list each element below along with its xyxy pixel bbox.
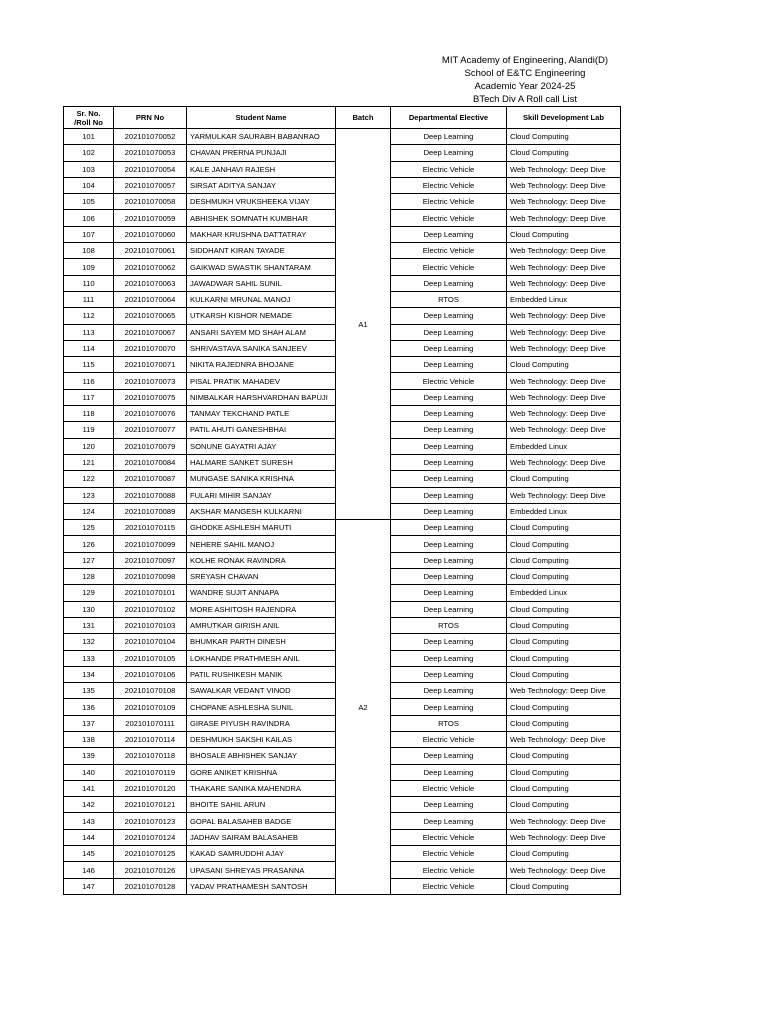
prn-cell: 202101070057	[114, 177, 187, 193]
skill-lab-cell: Cloud Computing	[507, 634, 621, 650]
prn-cell: 202101070114	[114, 731, 187, 747]
prn-cell: 202101070075	[114, 389, 187, 405]
prn-cell: 202101070067	[114, 324, 187, 340]
skill-lab-cell: Web Technology: Deep Dive	[507, 243, 621, 259]
prn-cell: 202101070061	[114, 243, 187, 259]
prn-cell: 202101070062	[114, 259, 187, 275]
roll-no-cell: 111	[64, 291, 114, 307]
student-name-cell: FULARI MIHIR SANJAY	[187, 487, 336, 503]
roll-no-cell: 113	[64, 324, 114, 340]
skill-lab-cell: Cloud Computing	[507, 536, 621, 552]
elective-cell: Deep Learning	[391, 764, 507, 780]
skill-lab-cell: Web Technology: Deep Dive	[507, 829, 621, 845]
prn-cell: 202101070102	[114, 601, 187, 617]
academic-year: Academic Year 2024-25	[474, 81, 576, 92]
roll-no-cell: 133	[64, 650, 114, 666]
roll-no-cell: 145	[64, 846, 114, 862]
skill-lab-cell: Cloud Computing	[507, 617, 621, 633]
roll-no-cell: 131	[64, 617, 114, 633]
skill-lab-cell: Embedded Linux	[507, 585, 621, 601]
col-header-roll-no: Sr. No. /Roll No	[64, 107, 114, 129]
skill-lab-cell: Cloud Computing	[507, 878, 621, 894]
prn-cell: 202101070077	[114, 422, 187, 438]
prn-cell: 202101070076	[114, 406, 187, 422]
roll-no-cell: 138	[64, 731, 114, 747]
elective-cell: Deep Learning	[391, 813, 507, 829]
student-name-cell: PATIL RUSHIKESH MANIK	[187, 666, 336, 682]
elective-cell: Deep Learning	[391, 552, 507, 568]
prn-cell: 202101070073	[114, 373, 187, 389]
elective-cell: Deep Learning	[391, 145, 507, 161]
elective-cell: Deep Learning	[391, 634, 507, 650]
roll-no-cell: 120	[64, 438, 114, 454]
skill-lab-cell: Web Technology: Deep Dive	[507, 259, 621, 275]
elective-cell: Deep Learning	[391, 438, 507, 454]
prn-cell: 202101070063	[114, 275, 187, 291]
table-body	[64, 129, 621, 895]
elective-cell: RTOS	[391, 715, 507, 731]
prn-cell: 202101070071	[114, 357, 187, 373]
elective-cell: RTOS	[391, 617, 507, 633]
prn-cell: 202101070059	[114, 210, 187, 226]
student-name-cell: MUNGASE SANIKA KRISHNA	[187, 471, 336, 487]
roll-no-cell: 122	[64, 471, 114, 487]
skill-lab-cell: Web Technology: Deep Dive	[507, 308, 621, 324]
student-name-cell: SONUNE GAYATRI AJAY	[187, 438, 336, 454]
student-name-cell: LOKHANDE PRATHMESH ANIL	[187, 650, 336, 666]
elective-cell: Deep Learning	[391, 389, 507, 405]
skill-lab-cell: Cloud Computing	[507, 780, 621, 796]
elective-cell: Deep Learning	[391, 406, 507, 422]
col-header-skill-lab: Skill Development Lab	[507, 107, 621, 129]
skill-lab-cell: Web Technology: Deep Dive	[507, 194, 621, 210]
table-row	[64, 129, 621, 145]
col-header-student-name: Student Name	[187, 107, 336, 129]
prn-cell: 202101070084	[114, 454, 187, 470]
student-name-cell: KULKARNI MRUNAL MANOJ	[187, 291, 336, 307]
student-name-cell: KOLHE RONAK RAVINDRA	[187, 552, 336, 568]
roll-no-cell: 102	[64, 145, 114, 161]
student-name-cell: MORE ASHITOSH RAJENDRA	[187, 601, 336, 617]
student-name-cell: UTKARSH KISHOR NEMADE	[187, 308, 336, 324]
roll-no-cell: 109	[64, 259, 114, 275]
elective-cell: Deep Learning	[391, 308, 507, 324]
skill-lab-cell: Cloud Computing	[507, 569, 621, 585]
roll-no-cell: 135	[64, 683, 114, 699]
elective-cell: Deep Learning	[391, 503, 507, 519]
prn-cell: 202101070089	[114, 503, 187, 519]
prn-cell: 202101070099	[114, 536, 187, 552]
skill-lab-cell: Cloud Computing	[507, 846, 621, 862]
skill-lab-cell: Cloud Computing	[507, 601, 621, 617]
roll-no-cell: 107	[64, 226, 114, 242]
roll-no-cell: 104	[64, 177, 114, 193]
prn-cell: 202101070125	[114, 846, 187, 862]
skill-lab-cell: Web Technology: Deep Dive	[507, 683, 621, 699]
roll-no-cell: 144	[64, 829, 114, 845]
elective-cell: Deep Learning	[391, 585, 507, 601]
prn-cell: 202101070087	[114, 471, 187, 487]
prn-cell: 202101070106	[114, 666, 187, 682]
skill-lab-cell: Cloud Computing	[507, 748, 621, 764]
student-name-cell: DESHMUKH SAKSHI KAILAS	[187, 731, 336, 747]
prn-cell: 202101070053	[114, 145, 187, 161]
prn-cell: 202101070101	[114, 585, 187, 601]
roll-no-cell: 124	[64, 503, 114, 519]
col-header-batch: Batch	[336, 107, 391, 129]
roll-no-cell: 117	[64, 389, 114, 405]
roll-no-cell: 123	[64, 487, 114, 503]
elective-cell: Deep Learning	[391, 324, 507, 340]
roll-no-cell: 139	[64, 748, 114, 764]
skill-lab-cell: Web Technology: Deep Dive	[507, 454, 621, 470]
col-header-elective: Departmental Elective	[391, 107, 507, 129]
skill-lab-cell: Cloud Computing	[507, 699, 621, 715]
student-name-cell: TANMAY TEKCHAND PATLE	[187, 406, 336, 422]
elective-cell: Electric Vehicle	[391, 780, 507, 796]
skill-lab-cell: Cloud Computing	[507, 471, 621, 487]
skill-lab-cell: Embedded Linux	[507, 438, 621, 454]
table-row	[64, 520, 621, 536]
skill-lab-cell: Cloud Computing	[507, 666, 621, 682]
roll-no-cell: 146	[64, 862, 114, 878]
student-name-cell: SIDDHANT KIRAN TAYADE	[187, 243, 336, 259]
roll-no-cell: 141	[64, 780, 114, 796]
prn-cell: 202101070060	[114, 226, 187, 242]
student-name-cell: THAKARE SANIKA MAHENDRA	[187, 780, 336, 796]
student-name-cell: NIMBALKAR HARSHVARDHAN BAPUJI	[187, 389, 336, 405]
student-name-cell: CHAVAN PRERNA PUNJAJI	[187, 145, 336, 161]
roll-no-cell: 142	[64, 797, 114, 813]
prn-cell: 202101070079	[114, 438, 187, 454]
roll-no-cell: 140	[64, 764, 114, 780]
roll-no-cell: 103	[64, 161, 114, 177]
roll-no-cell: 108	[64, 243, 114, 259]
prn-cell: 202101070121	[114, 797, 187, 813]
elective-cell: Deep Learning	[391, 357, 507, 373]
prn-cell: 202101070097	[114, 552, 187, 568]
student-name-cell: NIKITA RAJEDNRA BHOJANE	[187, 357, 336, 373]
elective-cell: Deep Learning	[391, 520, 507, 536]
student-name-cell: NEHERE SAHIL MANOJ	[187, 536, 336, 552]
prn-cell: 202101070052	[114, 129, 187, 145]
skill-lab-cell: Web Technology: Deep Dive	[507, 731, 621, 747]
elective-cell: Deep Learning	[391, 471, 507, 487]
prn-cell: 202101070118	[114, 748, 187, 764]
elective-cell: Deep Learning	[391, 748, 507, 764]
elective-cell: RTOS	[391, 291, 507, 307]
prn-cell: 202101070105	[114, 650, 187, 666]
skill-lab-cell: Web Technology: Deep Dive	[507, 813, 621, 829]
roll-no-cell: 132	[64, 634, 114, 650]
skill-lab-cell: Web Technology: Deep Dive	[507, 275, 621, 291]
student-name-cell: SREYASH CHAVAN	[187, 569, 336, 585]
roll-no-cell: 105	[64, 194, 114, 210]
student-name-cell: KAKAD SAMRUDDHI AJAY	[187, 846, 336, 862]
skill-lab-cell: Web Technology: Deep Dive	[507, 177, 621, 193]
roll-no-cell: 119	[64, 422, 114, 438]
roll-no-cell: 125	[64, 520, 114, 536]
roll-no-cell: 110	[64, 275, 114, 291]
header-row	[64, 107, 621, 129]
prn-cell: 202101070058	[114, 194, 187, 210]
prn-cell: 202101070098	[114, 569, 187, 585]
skill-lab-cell: Web Technology: Deep Dive	[507, 487, 621, 503]
elective-cell: Electric Vehicle	[391, 243, 507, 259]
student-name-cell: CHOPANE ASHLESHA SUNIL	[187, 699, 336, 715]
skill-lab-cell: Web Technology: Deep Dive	[507, 373, 621, 389]
skill-lab-cell: Cloud Computing	[507, 226, 621, 242]
student-name-cell: BHOITE SAHIL ARUN	[187, 797, 336, 813]
batch-cell: A2	[336, 520, 391, 895]
elective-cell: Electric Vehicle	[391, 846, 507, 862]
elective-cell: Deep Learning	[391, 666, 507, 682]
student-name-cell: GHODKE ASHLESH MARUTI	[187, 520, 336, 536]
prn-cell: 202101070054	[114, 161, 187, 177]
skill-lab-cell: Embedded Linux	[507, 291, 621, 307]
elective-cell: Deep Learning	[391, 226, 507, 242]
elective-cell: Electric Vehicle	[391, 161, 507, 177]
student-name-cell: YARMULKAR SAURABH BABANRAO	[187, 129, 336, 145]
student-name-cell: SAWALKAR VEDANT VINOD	[187, 683, 336, 699]
elective-cell: Deep Learning	[391, 797, 507, 813]
roll-no-cell: 147	[64, 878, 114, 894]
prn-cell: 202101070128	[114, 878, 187, 894]
elective-cell: Deep Learning	[391, 129, 507, 145]
elective-cell: Electric Vehicle	[391, 829, 507, 845]
elective-cell: Electric Vehicle	[391, 862, 507, 878]
prn-cell: 202101070104	[114, 634, 187, 650]
skill-lab-cell: Embedded Linux	[507, 503, 621, 519]
elective-cell: Deep Learning	[391, 454, 507, 470]
skill-lab-cell: Cloud Computing	[507, 552, 621, 568]
roll-no-cell: 114	[64, 340, 114, 356]
skill-lab-cell: Cloud Computing	[507, 129, 621, 145]
student-name-cell: HALMARE SANKET SURESH	[187, 454, 336, 470]
student-name-cell: BHUMKAR PARTH DINESH	[187, 634, 336, 650]
prn-cell: 202101070119	[114, 764, 187, 780]
elective-cell: Deep Learning	[391, 650, 507, 666]
roll-no-cell: 101	[64, 129, 114, 145]
elective-cell: Electric Vehicle	[391, 878, 507, 894]
elective-cell: Deep Learning	[391, 683, 507, 699]
prn-cell: 202101070120	[114, 780, 187, 796]
roll-no-cell: 137	[64, 715, 114, 731]
roll-no-cell: 126	[64, 536, 114, 552]
elective-cell: Deep Learning	[391, 569, 507, 585]
prn-cell: 202101070108	[114, 683, 187, 699]
skill-lab-cell: Cloud Computing	[507, 650, 621, 666]
student-name-cell: BHOSALE ABHISHEK SANJAY	[187, 748, 336, 764]
elective-cell: Deep Learning	[391, 487, 507, 503]
institute-name: MIT Academy of Engineering, Alandi(D)	[441, 55, 609, 66]
elective-cell: Deep Learning	[391, 340, 507, 356]
student-name-cell: JADHAV SAIRAM BALASAHEB	[187, 829, 336, 845]
roll-no-cell: 116	[64, 373, 114, 389]
student-name-cell: SIRSAT ADITYA SANJAY	[187, 177, 336, 193]
student-name-cell: GORE ANIKET KRISHNA	[187, 764, 336, 780]
student-name-cell: GIRASE PIYUSH RAVINDRA	[187, 715, 336, 731]
roll-no-cell: 134	[64, 666, 114, 682]
elective-cell: Electric Vehicle	[391, 259, 507, 275]
skill-lab-cell: Web Technology: Deep Dive	[507, 862, 621, 878]
prn-cell: 202101070111	[114, 715, 187, 731]
elective-cell: Deep Learning	[391, 699, 507, 715]
student-name-cell: YADAV PRATHAMESH SANTOSH	[187, 878, 336, 894]
prn-cell: 202101070124	[114, 829, 187, 845]
skill-lab-cell: Web Technology: Deep Dive	[507, 422, 621, 438]
roll-no-cell: 112	[64, 308, 114, 324]
table-header	[64, 107, 621, 129]
skill-lab-cell: Cloud Computing	[507, 357, 621, 373]
elective-cell: Electric Vehicle	[391, 731, 507, 747]
prn-cell: 202101070064	[114, 291, 187, 307]
student-name-cell: ANSARI SAYEM MD SHAH ALAM	[187, 324, 336, 340]
skill-lab-cell: Cloud Computing	[507, 715, 621, 731]
list-title: BTech Div A Roll call List	[472, 94, 577, 105]
elective-cell: Deep Learning	[391, 275, 507, 291]
roll-no-cell: 118	[64, 406, 114, 422]
student-name-cell: GAIKWAD SWASTIK SHANTARAM	[187, 259, 336, 275]
skill-lab-cell: Web Technology: Deep Dive	[507, 210, 621, 226]
elective-cell: Electric Vehicle	[391, 194, 507, 210]
skill-lab-cell: Web Technology: Deep Dive	[507, 389, 621, 405]
roll-no-cell: 106	[64, 210, 114, 226]
roll-no-cell: 136	[64, 699, 114, 715]
prn-cell: 202101070088	[114, 487, 187, 503]
student-name-cell: UPASANI SHREYAS PRASANNA	[187, 862, 336, 878]
student-name-cell: ABHISHEK SOMNATH KUMBHAR	[187, 210, 336, 226]
student-name-cell: PISAL PRATIK MAHADEV	[187, 373, 336, 389]
prn-cell: 202101070065	[114, 308, 187, 324]
roll-no-cell: 129	[64, 585, 114, 601]
skill-lab-cell: Web Technology: Deep Dive	[507, 406, 621, 422]
student-name-cell: MAKHAR KRUSHNA DATTATRAY	[187, 226, 336, 242]
student-name-cell: DESHMUKH VRUKSHEEKA VIJAY	[187, 194, 336, 210]
student-name-cell: AKSHAR MANGESH KULKARNI	[187, 503, 336, 519]
school-name: School of E&TC Engineering	[464, 68, 586, 79]
student-name-cell: WANDRE SUJIT ANNAPA	[187, 585, 336, 601]
student-name-cell: PATIL AHUTI GANESHBHAI	[187, 422, 336, 438]
skill-lab-cell: Cloud Computing	[507, 145, 621, 161]
document-header	[400, 54, 650, 106]
roll-no-cell: 130	[64, 601, 114, 617]
prn-cell: 202101070109	[114, 699, 187, 715]
skill-lab-cell: Web Technology: Deep Dive	[507, 161, 621, 177]
skill-lab-cell: Cloud Computing	[507, 764, 621, 780]
batch-cell: A1	[336, 129, 391, 520]
student-name-cell: GOPAL BALASAHEB BADGE	[187, 813, 336, 829]
prn-cell: 202101070103	[114, 617, 187, 633]
student-name-cell: SHRIVASTAVA SANIKA SANJEEV	[187, 340, 336, 356]
student-name-cell: KALE JANHAVI RAJESH	[187, 161, 336, 177]
student-name-cell: AMRUTKAR GIRISH ANIL	[187, 617, 336, 633]
elective-cell: Deep Learning	[391, 601, 507, 617]
elective-cell: Electric Vehicle	[391, 210, 507, 226]
prn-cell: 202101070070	[114, 340, 187, 356]
elective-cell: Electric Vehicle	[391, 373, 507, 389]
roll-no-cell: 128	[64, 569, 114, 585]
col-header-prn: PRN No	[114, 107, 187, 129]
skill-lab-cell: Cloud Computing	[507, 797, 621, 813]
prn-cell: 202101070126	[114, 862, 187, 878]
skill-lab-cell: Web Technology: Deep Dive	[507, 324, 621, 340]
prn-cell: 202101070115	[114, 520, 187, 536]
prn-cell: 202101070123	[114, 813, 187, 829]
elective-cell: Deep Learning	[391, 422, 507, 438]
roll-no-cell: 121	[64, 454, 114, 470]
student-name-cell: JAWADWAR SAHIL SUNIL	[187, 275, 336, 291]
roll-no-cell: 143	[64, 813, 114, 829]
roll-no-cell: 127	[64, 552, 114, 568]
skill-lab-cell: Web Technology: Deep Dive	[507, 340, 621, 356]
skill-lab-cell: Cloud Computing	[507, 520, 621, 536]
elective-cell: Electric Vehicle	[391, 177, 507, 193]
roll-call-table	[63, 106, 621, 895]
elective-cell: Deep Learning	[391, 536, 507, 552]
roll-no-cell: 115	[64, 357, 114, 373]
